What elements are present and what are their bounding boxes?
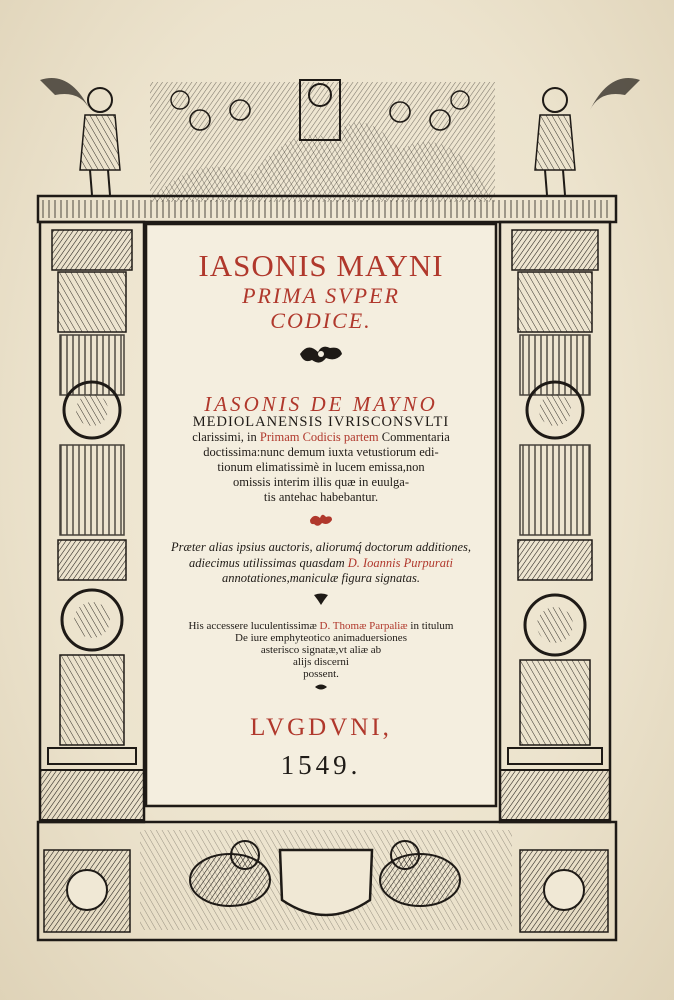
small-fleuron-ornament [312,592,330,606]
title-line-2: PRIMA SVPER [242,283,400,308]
red-floral-ornament [308,512,334,528]
his-line-3: asterisco signatæ,vt aliæ ab [260,644,382,656]
description-line-1: clarissimi, in Primam Codicis partem Commentaria [192,430,450,444]
left-column-woodcut [40,222,144,822]
right-angel-woodcut [535,78,640,195]
his-line-4: alijs discerni [293,656,349,668]
title-text-panel [148,226,494,804]
title-line-1: IASONIS MAYNI [198,248,444,283]
imprint-year: 1549. [280,750,362,780]
right-column-woodcut [500,222,610,822]
praeter-line-1: Præter alias ipsius auctoris, aliorumq́ doctorum additiones, [170,540,471,554]
author-line-2: MEDIOLANENSIS IVRISCONSVLTI [192,414,450,430]
his-line-5: possent. [303,668,339,680]
description-line-5: tis antehac habebantur. [263,490,379,504]
top-scene-woodcut [150,80,495,202]
description-line-3: tionum elimatissimè in lucem emissa,non [217,460,425,474]
author-line: IASONIS DE MAYNO [204,392,438,416]
description-line-2: doctissima:nunc demum iuxta vetustiorum edi- [203,445,439,459]
tiny-ornament [314,682,328,692]
praeter-line-2: adiecimus utilissimas quasdam D. Ioannis Purpurati [189,556,453,570]
left-angel-woodcut [40,78,120,195]
title-line-3: CODICE. [270,308,372,333]
fleuron-ornament [296,342,346,366]
description-line-4: omissis interim illis quæ in euulga- [232,475,410,489]
his-line-1: His accessere luculentissimæ D. Thomæ Parpaliæ in titulum [188,620,454,632]
his-line-2: De iure emphyteotico animaduersiones [235,632,407,644]
bottom-base-woodcut [38,822,616,940]
praeter-line-3: annotationes,maniculæ figura signatas. [222,571,420,585]
imprint-city: LVGDVNI, [250,714,392,741]
